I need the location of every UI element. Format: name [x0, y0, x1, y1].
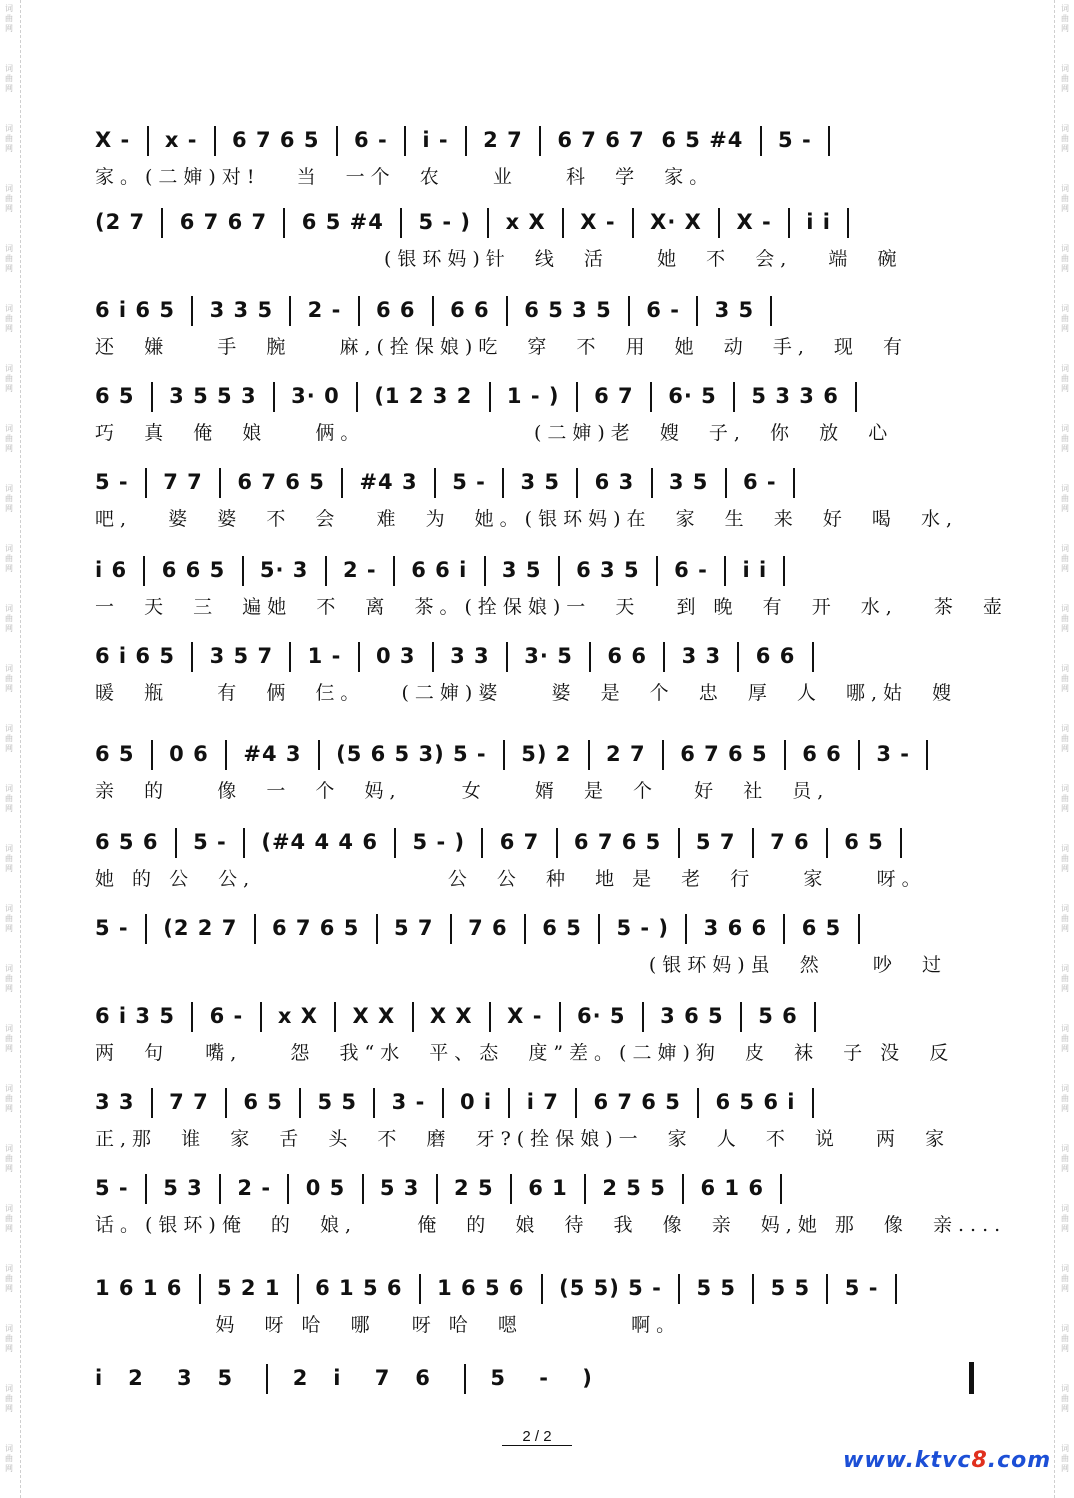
barline	[725, 468, 727, 498]
barline	[356, 382, 358, 412]
barline	[558, 556, 560, 586]
watermark-text: 词 曲 网	[1061, 364, 1069, 393]
barline	[489, 382, 491, 412]
barline	[506, 296, 508, 326]
watermark-text: 词 曲 网	[1061, 484, 1069, 513]
watermark-text: 词 曲 网	[5, 1144, 13, 1173]
notation-line: i 2 3 5 2 i 7 6 5 - )	[95, 1356, 985, 1400]
barline	[358, 296, 360, 326]
barline	[502, 468, 504, 498]
barline	[191, 1002, 193, 1032]
barline	[724, 556, 726, 586]
barline	[400, 208, 402, 238]
barline	[191, 642, 193, 672]
barline	[318, 740, 320, 770]
watermark-text: 词 曲 网	[1061, 124, 1069, 153]
barline	[752, 828, 754, 858]
barline	[508, 1088, 510, 1118]
barline	[297, 1274, 299, 1304]
barline	[858, 740, 860, 770]
barline	[685, 914, 687, 944]
lyrics-line: 她 的 公 公, 公 公 种 地 是 老 行 家 呀。	[95, 868, 927, 890]
notation-line: 5 - (2 2 7 6 7 6 5 5 7 7 6 6 5 5 - ) 3 6 6 6 5	[95, 906, 985, 950]
barline	[697, 1088, 699, 1118]
watermark-text: 词 曲 网	[1061, 1084, 1069, 1113]
barline	[814, 1002, 816, 1032]
watermark-text: 词 曲 网	[1061, 1444, 1069, 1473]
barline	[510, 1174, 512, 1204]
barline	[151, 382, 153, 412]
barline	[784, 740, 786, 770]
barline	[199, 1274, 201, 1304]
watermark-text: 词 曲 网	[5, 1204, 13, 1233]
watermark-text: 词 曲 网	[5, 664, 13, 693]
barline	[434, 468, 436, 498]
watermark-text: 词 曲 网	[5, 1024, 13, 1053]
watermark-text: 词 曲 网	[1061, 1324, 1069, 1353]
barline	[260, 1002, 262, 1032]
notation-line: 6 i 6 5 3 3 5 2 - 6 6 6 6 6 5 3 5 6 - 3 5	[95, 288, 985, 332]
barline	[651, 468, 653, 498]
watermark-text: 词 曲 网	[1061, 604, 1069, 633]
barline	[562, 208, 564, 238]
watermark-text: 词 曲 网	[1061, 724, 1069, 753]
watermark-text: 词 曲 网	[1061, 1024, 1069, 1053]
barline	[682, 1174, 684, 1204]
watermark-text: 词 曲 网	[1061, 904, 1069, 933]
watermark-text: 词 曲 网	[5, 484, 13, 513]
barline	[793, 468, 795, 498]
page-number: 2 / 2	[0, 1428, 1074, 1445]
lyrics-line: 妈 呀 哈 哪 呀 哈 嗯 啊。	[95, 1314, 682, 1336]
barline	[242, 556, 244, 586]
notation-line: 3 3 7 7 6 5 5 5 3 - 0 i i 7 6 7 6 5 6 5 6 i	[95, 1080, 985, 1124]
lyrics-line: 一 天 三 遍她 不 离 茶。(拴保娘)一 天 到 晚 有 开 水, 茶 壶	[95, 596, 1009, 618]
watermark-text: 词 曲 网	[1061, 184, 1069, 213]
barline	[358, 642, 360, 672]
barline	[780, 1174, 782, 1204]
barline	[656, 556, 658, 586]
barline	[650, 382, 652, 412]
watermark-text: 词 曲 网	[1061, 1204, 1069, 1233]
watermark-text: 词 曲 网	[5, 424, 13, 453]
barline	[334, 1002, 336, 1032]
lyrics-line: (银环妈)针 线 活 她 不 会, 端 碗	[95, 248, 903, 270]
notation-line: 6 5 6 5 - (#4 4 4 6 5 - ) 6 7 6 7 6 5 5 7 7 6 6 5	[95, 820, 985, 864]
barline	[524, 914, 526, 944]
barline	[783, 914, 785, 944]
watermark-text: 词 曲 网	[5, 604, 13, 633]
watermark-text: 词 曲 网	[1061, 424, 1069, 453]
lyrics-line: 家。(二婶)对! 当 一个 农 业 科 学 家。	[95, 166, 715, 188]
barline	[376, 914, 378, 944]
barline	[175, 828, 177, 858]
barline	[394, 828, 396, 858]
barline	[752, 1274, 754, 1304]
watermark-text: 词 曲 网	[5, 244, 13, 273]
barline	[858, 914, 860, 944]
notation-line: 6 i 6 5 3 5 7 1 - 0 3 3 3 3· 5 6 6 3 3 6 6	[95, 634, 985, 678]
watermark-text: 词 曲 网	[5, 964, 13, 993]
barline	[161, 208, 163, 238]
barline	[465, 126, 467, 156]
barline	[589, 642, 591, 672]
barline	[556, 828, 558, 858]
barline	[432, 296, 434, 326]
barline	[147, 126, 149, 156]
barline	[628, 296, 630, 326]
barline	[576, 382, 578, 412]
barline	[145, 1174, 147, 1204]
barline	[436, 1174, 438, 1204]
barline	[145, 468, 147, 498]
watermark-text: 词 曲 网	[5, 1324, 13, 1353]
watermark-text: 词 曲 网	[5, 844, 13, 873]
barline	[336, 126, 338, 156]
barline	[191, 296, 193, 326]
watermark-text: 词 曲 网	[5, 4, 13, 33]
left-edge-line	[20, 0, 22, 1498]
lyrics-line: 巧 真 俺 娘 俩。 (二婶)老 嫂 子, 你 放 心	[95, 422, 894, 444]
barline	[243, 828, 245, 858]
watermark-text: 词 曲 网	[1061, 1264, 1069, 1293]
right-edge-line	[1054, 0, 1056, 1498]
barline	[678, 1274, 680, 1304]
barline	[718, 208, 720, 238]
watermark-text: 词 曲 网	[5, 364, 13, 393]
notation-line: 1 6 1 6 5 2 1 6 1 5 6 1 6 5 6 (5 5) 5 - 5 5 5 5 5 -	[95, 1266, 985, 1310]
barline	[341, 468, 343, 498]
barline	[450, 914, 452, 944]
barline	[576, 468, 578, 498]
barline	[219, 1174, 221, 1204]
barline	[404, 126, 406, 156]
site-logo: www.ktvc8.com	[843, 1448, 1052, 1473]
lyrics-line: 正,那 谁 家 舌 头 不 磨 牙?(拴保娘)一 家 人 不 说 两 家	[95, 1128, 951, 1150]
lyrics-line: 亲 的 像 一 个 妈, 女 婿 是 个 好 社 员,	[95, 780, 830, 802]
notation-line: 5 - 5 3 2 - 0 5 5 3 2 5 6 1 2 5 5 6 1 6	[95, 1166, 985, 1210]
barline	[737, 642, 739, 672]
watermark-text: 词 曲 网	[1061, 1144, 1069, 1173]
barline	[283, 208, 285, 238]
lyrics-line: 还 嫌 手 腕 麻,(拴保娘)吃 穿 不 用 她 动 手, 现 有	[95, 336, 909, 358]
barline	[900, 828, 902, 858]
watermark-text: 词 曲 网	[5, 304, 13, 333]
barline	[826, 1274, 828, 1304]
barline	[926, 740, 928, 770]
watermark-text: 词 曲 网	[1061, 964, 1069, 993]
watermark-text: 词 曲 网	[5, 904, 13, 933]
watermark-text: 词 曲 网	[1061, 784, 1069, 813]
watermark-text: 词 曲 网	[1061, 304, 1069, 333]
watermark-text: 词 曲 网	[5, 1444, 13, 1473]
barline	[539, 126, 541, 156]
barline	[506, 642, 508, 672]
barline	[412, 1002, 414, 1032]
watermark-text: 词 曲 网	[1061, 244, 1069, 273]
barline	[696, 296, 698, 326]
barline	[145, 914, 147, 944]
barline	[663, 642, 665, 672]
barline	[219, 468, 221, 498]
barline	[487, 208, 489, 238]
barline	[503, 740, 505, 770]
barline	[812, 642, 814, 672]
watermark-text: 词 曲 网	[1061, 664, 1069, 693]
barline	[442, 1088, 444, 1118]
watermark-text: 词 曲 网	[1061, 4, 1069, 33]
notation-line: (2 7 6 7 6 7 6 5 #4 5 - ) x X X - X· X X - i i	[95, 200, 985, 244]
lyrics-line: 话。(银环)俺 的 娘, 俺 的 娘 待 我 像 亲 妈,她 那 像 亲....	[95, 1214, 1007, 1236]
barline	[254, 914, 256, 944]
barline	[588, 740, 590, 770]
watermark-text: 词 曲 网	[5, 64, 13, 93]
notation-line: i 6 6 6 5 5· 3 2 - 6 6 i 3 5 6 3 5 6 - i i	[95, 548, 985, 592]
barline	[740, 1002, 742, 1032]
lyrics-line: 吧, 婆 婆 不 会 难 为 她。(银环妈)在 家 生 来 好 喝 水,	[95, 508, 959, 530]
barline	[598, 914, 600, 944]
barline	[481, 828, 483, 858]
barline	[575, 1088, 577, 1118]
watermark-text: 词 曲 网	[1061, 844, 1069, 873]
watermark-text: 词 曲 网	[1061, 64, 1069, 93]
barline	[855, 382, 857, 412]
notation-line: X - x - 6 7 6 5 6 - i - 2 7 6 7 6 7 6 5 #4 5 -	[95, 118, 985, 162]
watermark-text: 词 曲 网	[5, 1384, 13, 1413]
barline	[299, 1088, 301, 1118]
barline	[143, 556, 145, 586]
notation-line: 6 5 0 6 #4 3 (5 6 5 3) 5 - 5) 2 2 7 6 7 6 5 6 6 3 -	[95, 732, 985, 776]
barline	[812, 1088, 814, 1118]
barline	[826, 828, 828, 858]
barline	[151, 1088, 153, 1118]
barline	[362, 1174, 364, 1204]
watermark-text: 词 曲 网	[5, 124, 13, 153]
lyrics-line: 暖 瓶 有 俩 仨。 (二婶)婆 婆 是 个 忠 厚 人 哪,姑 嫂	[95, 682, 958, 704]
watermark-text: 词 曲 网	[1061, 544, 1069, 573]
lyrics-line: 两 句 嘴, 怨 我“水 平、态 度”差。(二婶)狗 皮 袜 子 没 反	[95, 1042, 955, 1064]
barline	[847, 208, 849, 238]
barline	[151, 740, 153, 770]
notation-line: 5 - 7 7 6 7 6 5 #4 3 5 - 3 5 6 3 3 5 6 -	[95, 460, 985, 504]
notation-line: 6 i 3 5 6 - x X X X X X X - 6· 5 3 6 5 5 6	[95, 994, 985, 1038]
barline	[828, 126, 830, 156]
barline	[432, 642, 434, 672]
notation-line: 6 5 3 5 5 3 3· 0 (1 2 3 2 1 - ) 6 7 6· 5 5 3 3 6	[95, 374, 985, 418]
barline	[678, 828, 680, 858]
barline	[584, 1174, 586, 1204]
barline	[632, 208, 634, 238]
barline	[541, 1274, 543, 1304]
barline	[225, 1088, 227, 1118]
watermark-text: 词 曲 网	[1061, 1384, 1069, 1413]
barline	[214, 126, 216, 156]
barline	[788, 208, 790, 238]
barline	[484, 556, 486, 586]
barline	[419, 1274, 421, 1304]
lyrics-line: (银环妈)虽 然 吵 过	[95, 954, 947, 976]
barline	[325, 556, 327, 586]
barline	[225, 740, 227, 770]
barline	[895, 1274, 897, 1304]
barline	[393, 556, 395, 586]
barline	[733, 382, 735, 412]
barline	[266, 1364, 268, 1394]
watermark-text: 词 曲 网	[5, 184, 13, 213]
barline	[760, 126, 762, 156]
barline	[464, 1364, 466, 1394]
barline	[373, 1088, 375, 1118]
barline	[770, 296, 772, 326]
barline	[662, 740, 664, 770]
barline	[642, 1002, 644, 1032]
barline	[289, 642, 291, 672]
watermark-text: 词 曲 网	[5, 544, 13, 573]
watermark-text: 词 曲 网	[5, 784, 13, 813]
watermark-text: 词 曲 网	[5, 1264, 13, 1293]
barline	[289, 296, 291, 326]
barline	[489, 1002, 491, 1032]
barline	[559, 1002, 561, 1032]
barline	[287, 1174, 289, 1204]
watermark-text: 词 曲 网	[5, 724, 13, 753]
barline	[273, 382, 275, 412]
watermark-text: 词 曲 网	[5, 1084, 13, 1113]
final-barline	[969, 1362, 974, 1394]
barline	[783, 556, 785, 586]
